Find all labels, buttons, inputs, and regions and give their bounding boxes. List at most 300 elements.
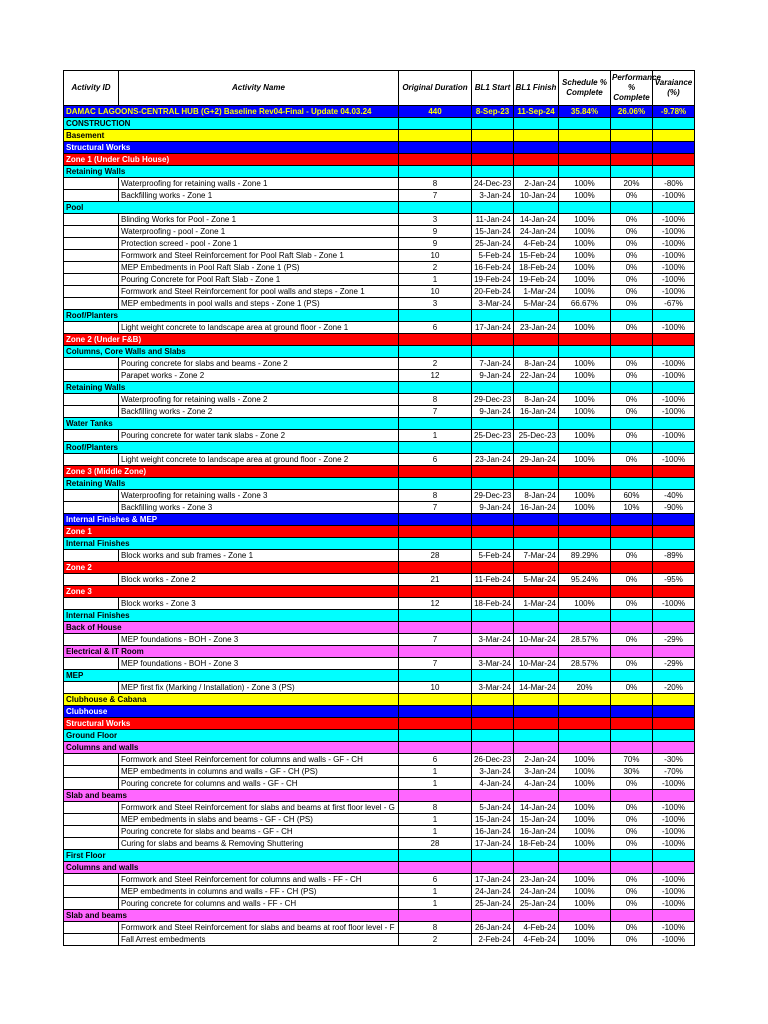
group-empty-cell[interactable]	[653, 142, 695, 154]
duration-cell[interactable]: 2	[399, 358, 472, 370]
activity-name-cell[interactable]: Block works and sub frames - Zone 1	[119, 550, 399, 562]
activity-name-cell[interactable]: MEP Embedments in Pool Raft Slab - Zone 1 (PS)	[119, 262, 399, 274]
duration-cell[interactable]: 8	[399, 922, 472, 934]
variance-cell[interactable]: -20%	[653, 682, 695, 694]
duration-cell[interactable]: 9	[399, 238, 472, 250]
group-empty-cell[interactable]	[653, 742, 695, 754]
start-cell[interactable]: 3-Mar-24	[472, 634, 514, 646]
variance-cell[interactable]: -100%	[653, 838, 695, 850]
duration-cell[interactable]: 7	[399, 406, 472, 418]
variance-cell[interactable]: -100%	[653, 214, 695, 226]
duration-cell[interactable]: 8	[399, 490, 472, 502]
group-empty-cell[interactable]	[653, 610, 695, 622]
start-cell[interactable]: 26-Dec-23	[472, 754, 514, 766]
variance-cell[interactable]: -100%	[653, 430, 695, 442]
group-label-cell[interactable]: Retaining Walls	[64, 382, 399, 394]
group-label-cell[interactable]: Zone 2	[64, 562, 399, 574]
group-label-cell[interactable]: Water Tanks	[64, 418, 399, 430]
group-label-cell[interactable]: Columns, Core Walls and Slabs	[64, 346, 399, 358]
duration-cell[interactable]: 10	[399, 286, 472, 298]
group-header-row[interactable]	[64, 538, 695, 550]
activity-row[interactable]	[64, 250, 695, 262]
activity-id-cell[interactable]	[64, 898, 119, 910]
finish-cell[interactable]: 24-Jan-24	[514, 886, 559, 898]
performance-cell[interactable]: 0%	[611, 394, 653, 406]
activity-name-cell[interactable]: Formwork and Steel Reinforcement for columns and walls - FF - CH	[119, 874, 399, 886]
performance-cell[interactable]: 0%	[611, 598, 653, 610]
group-header-row[interactable]	[64, 334, 695, 346]
finish-cell[interactable]: 14-Jan-24	[514, 802, 559, 814]
group-label-cell[interactable]: Back of House	[64, 622, 399, 634]
group-empty-cell[interactable]	[399, 538, 472, 550]
activity-name-cell[interactable]: MEP embedments in pool walls and steps - Zone 1 (PS)	[119, 298, 399, 310]
col-header-variance-pct[interactable]: Varaiance (%)	[653, 71, 695, 106]
group-empty-cell[interactable]	[514, 346, 559, 358]
group-header-row[interactable]	[64, 670, 695, 682]
group-empty-cell[interactable]	[611, 154, 653, 166]
start-cell[interactable]: 16-Feb-24	[472, 262, 514, 274]
group-label-cell[interactable]: Internal Finishes	[64, 538, 399, 550]
group-empty-cell[interactable]	[399, 130, 472, 142]
activity-name-cell[interactable]: Block works - Zone 3	[119, 598, 399, 610]
group-empty-cell[interactable]	[653, 718, 695, 730]
activity-id-cell[interactable]	[64, 178, 119, 190]
group-empty-cell[interactable]	[472, 130, 514, 142]
schedule-cell[interactable]: 100%	[559, 262, 611, 274]
activity-id-cell[interactable]	[64, 190, 119, 202]
activity-row[interactable]	[64, 502, 695, 514]
finish-cell[interactable]: 2-Jan-24	[514, 178, 559, 190]
schedule-cell[interactable]: 100%	[559, 178, 611, 190]
activity-id-cell[interactable]	[64, 490, 119, 502]
variance-cell[interactable]: -100%	[653, 874, 695, 886]
group-empty-cell[interactable]	[611, 742, 653, 754]
group-empty-cell[interactable]	[559, 154, 611, 166]
group-empty-cell[interactable]	[399, 670, 472, 682]
group-label-cell[interactable]: Internal Finishes & MEP	[64, 514, 399, 526]
group-empty-cell[interactable]	[653, 562, 695, 574]
group-empty-cell[interactable]	[399, 202, 472, 214]
activity-row[interactable]	[64, 574, 695, 586]
activity-row[interactable]	[64, 322, 695, 334]
activity-row[interactable]	[64, 226, 695, 238]
variance-cell[interactable]: -29%	[653, 634, 695, 646]
activity-id-cell[interactable]	[64, 454, 119, 466]
activity-name-cell[interactable]: Pouring concrete for columns and walls - GF - CH	[119, 778, 399, 790]
summary-variance-cell[interactable]: -9.78%	[653, 106, 695, 118]
group-empty-cell[interactable]	[472, 466, 514, 478]
group-empty-cell[interactable]	[611, 862, 653, 874]
activity-name-cell[interactable]: MEP foundations - BOH - Zone 3	[119, 634, 399, 646]
group-empty-cell[interactable]	[559, 346, 611, 358]
performance-cell[interactable]: 0%	[611, 190, 653, 202]
group-empty-cell[interactable]	[472, 538, 514, 550]
activity-row[interactable]	[64, 826, 695, 838]
group-empty-cell[interactable]	[611, 790, 653, 802]
start-cell[interactable]: 17-Jan-24	[472, 874, 514, 886]
activity-name-cell[interactable]: Waterproofing - pool - Zone 1	[119, 226, 399, 238]
activity-id-cell[interactable]	[64, 682, 119, 694]
activity-name-cell[interactable]: MEP embedments in columns and walls - GF - CH (PS)	[119, 766, 399, 778]
performance-cell[interactable]: 10%	[611, 502, 653, 514]
group-label-cell[interactable]: CONSTRUCTION	[64, 118, 399, 130]
group-empty-cell[interactable]	[472, 586, 514, 598]
duration-cell[interactable]: 1	[399, 886, 472, 898]
activity-name-cell[interactable]: Formwork and Steel Reinforcement for slabs and beams at first floor level - G	[119, 802, 399, 814]
start-cell[interactable]: 17-Jan-24	[472, 322, 514, 334]
duration-cell[interactable]: 10	[399, 250, 472, 262]
group-label-cell[interactable]: Pool	[64, 202, 399, 214]
activity-name-cell[interactable]: MEP embedments in columns and walls - FF - CH (PS)	[119, 886, 399, 898]
group-empty-cell[interactable]	[559, 166, 611, 178]
group-label-cell[interactable]: Structural Works	[64, 142, 399, 154]
activity-name-cell[interactable]: Formwork and Steel Reinforcement for pool walls and steps - Zone 1	[119, 286, 399, 298]
activity-row[interactable]	[64, 838, 695, 850]
group-empty-cell[interactable]	[472, 202, 514, 214]
performance-cell[interactable]: 70%	[611, 754, 653, 766]
group-empty-cell[interactable]	[514, 442, 559, 454]
group-empty-cell[interactable]	[472, 730, 514, 742]
finish-cell[interactable]: 7-Mar-24	[514, 550, 559, 562]
activity-id-cell[interactable]	[64, 394, 119, 406]
schedule-cell[interactable]: 66.67%	[559, 298, 611, 310]
variance-cell[interactable]: -100%	[653, 394, 695, 406]
activity-row[interactable]	[64, 178, 695, 190]
group-empty-cell[interactable]	[472, 142, 514, 154]
start-cell[interactable]: 17-Jan-24	[472, 838, 514, 850]
duration-cell[interactable]: 2	[399, 934, 472, 946]
group-label-cell[interactable]: Zone 3	[64, 586, 399, 598]
group-empty-cell[interactable]	[472, 334, 514, 346]
schedule-cell[interactable]: 95.24%	[559, 574, 611, 586]
group-header-row[interactable]	[64, 142, 695, 154]
group-empty-cell[interactable]	[514, 310, 559, 322]
group-label-cell[interactable]: Columns and walls	[64, 742, 399, 754]
group-header-row[interactable]	[64, 382, 695, 394]
group-empty-cell[interactable]	[559, 466, 611, 478]
group-empty-cell[interactable]	[399, 718, 472, 730]
variance-cell[interactable]: -100%	[653, 262, 695, 274]
performance-cell[interactable]: 0%	[611, 634, 653, 646]
activity-id-cell[interactable]	[64, 214, 119, 226]
group-empty-cell[interactable]	[472, 478, 514, 490]
summary-schedule-cell[interactable]: 35.84%	[559, 106, 611, 118]
group-empty-cell[interactable]	[559, 538, 611, 550]
group-empty-cell[interactable]	[399, 382, 472, 394]
group-empty-cell[interactable]	[653, 538, 695, 550]
schedule-cell[interactable]: 100%	[559, 430, 611, 442]
variance-cell[interactable]: -29%	[653, 658, 695, 670]
activity-name-cell[interactable]: Pouring Concrete for Pool Raft Slab - Zone 1	[119, 274, 399, 286]
start-cell[interactable]: 24-Jan-24	[472, 886, 514, 898]
activity-row[interactable]	[64, 358, 695, 370]
group-header-row[interactable]	[64, 154, 695, 166]
group-empty-cell[interactable]	[399, 622, 472, 634]
group-header-row[interactable]	[64, 130, 695, 142]
activity-id-cell[interactable]	[64, 358, 119, 370]
activity-name-cell[interactable]: Pouring concrete for slabs and beams - GF - CH	[119, 826, 399, 838]
duration-cell[interactable]: 6	[399, 454, 472, 466]
performance-cell[interactable]: 0%	[611, 814, 653, 826]
group-empty-cell[interactable]	[559, 862, 611, 874]
duration-cell[interactable]: 12	[399, 598, 472, 610]
variance-cell[interactable]: -100%	[653, 238, 695, 250]
group-empty-cell[interactable]	[399, 334, 472, 346]
group-empty-cell[interactable]	[559, 742, 611, 754]
activity-id-cell[interactable]	[64, 826, 119, 838]
activity-name-cell[interactable]: MEP first fix (Marking / Installation) - Zone 3 (PS)	[119, 682, 399, 694]
group-label-cell[interactable]: Retaining Walls	[64, 166, 399, 178]
activity-id-cell[interactable]	[64, 754, 119, 766]
group-empty-cell[interactable]	[653, 514, 695, 526]
group-empty-cell[interactable]	[514, 418, 559, 430]
variance-cell[interactable]: -100%	[653, 778, 695, 790]
start-cell[interactable]: 26-Jan-24	[472, 922, 514, 934]
group-empty-cell[interactable]	[559, 526, 611, 538]
group-empty-cell[interactable]	[559, 130, 611, 142]
activity-name-cell[interactable]: Block works - Zone 2	[119, 574, 399, 586]
variance-cell[interactable]: -95%	[653, 574, 695, 586]
group-empty-cell[interactable]	[653, 418, 695, 430]
group-empty-cell[interactable]	[399, 142, 472, 154]
group-label-cell[interactable]: Zone 1 (Under Club House)	[64, 154, 399, 166]
duration-cell[interactable]: 28	[399, 838, 472, 850]
variance-cell[interactable]: -89%	[653, 550, 695, 562]
group-empty-cell[interactable]	[653, 346, 695, 358]
group-empty-cell[interactable]	[611, 118, 653, 130]
finish-cell[interactable]: 1-Mar-24	[514, 598, 559, 610]
group-empty-cell[interactable]	[611, 478, 653, 490]
finish-cell[interactable]: 22-Jan-24	[514, 370, 559, 382]
start-cell[interactable]: 18-Feb-24	[472, 598, 514, 610]
group-empty-cell[interactable]	[653, 730, 695, 742]
duration-cell[interactable]: 3	[399, 298, 472, 310]
group-empty-cell[interactable]	[514, 862, 559, 874]
finish-cell[interactable]: 24-Jan-24	[514, 226, 559, 238]
activity-id-cell[interactable]	[64, 274, 119, 286]
group-empty-cell[interactable]	[611, 622, 653, 634]
group-empty-cell[interactable]	[514, 466, 559, 478]
activity-name-cell[interactable]: Parapet works - Zone 2	[119, 370, 399, 382]
activity-name-cell[interactable]: Light weight concrete to landscape area at ground floor - Zone 1	[119, 322, 399, 334]
group-empty-cell[interactable]	[514, 706, 559, 718]
finish-cell[interactable]: 2-Jan-24	[514, 754, 559, 766]
group-empty-cell[interactable]	[611, 706, 653, 718]
schedule-cell[interactable]: 100%	[559, 250, 611, 262]
schedule-cell[interactable]: 100%	[559, 838, 611, 850]
group-header-row[interactable]	[64, 346, 695, 358]
start-cell[interactable]: 3-Mar-24	[472, 298, 514, 310]
summary-performance-cell[interactable]: 26.06%	[611, 106, 653, 118]
group-header-row[interactable]	[64, 622, 695, 634]
group-empty-cell[interactable]	[653, 442, 695, 454]
group-empty-cell[interactable]	[653, 466, 695, 478]
finish-cell[interactable]: 15-Jan-24	[514, 814, 559, 826]
performance-cell[interactable]: 0%	[611, 286, 653, 298]
group-empty-cell[interactable]	[514, 130, 559, 142]
finish-cell[interactable]: 4-Jan-24	[514, 778, 559, 790]
group-empty-cell[interactable]	[653, 790, 695, 802]
group-header-row[interactable]	[64, 478, 695, 490]
group-empty-cell[interactable]	[611, 538, 653, 550]
activity-row[interactable]	[64, 934, 695, 946]
group-header-row[interactable]	[64, 850, 695, 862]
group-empty-cell[interactable]	[559, 562, 611, 574]
activity-row[interactable]	[64, 550, 695, 562]
group-header-row[interactable]	[64, 610, 695, 622]
duration-cell[interactable]: 1	[399, 766, 472, 778]
group-header-row[interactable]	[64, 166, 695, 178]
schedule-cell[interactable]: 100%	[559, 754, 611, 766]
activity-id-cell[interactable]	[64, 286, 119, 298]
col-header-activity-id[interactable]: Activity ID	[64, 71, 119, 106]
activity-name-cell[interactable]: Pouring concrete for water tank slabs - Zone 2	[119, 430, 399, 442]
group-header-row[interactable]	[64, 706, 695, 718]
finish-cell[interactable]: 8-Jan-24	[514, 490, 559, 502]
group-header-row[interactable]	[64, 742, 695, 754]
activity-name-cell[interactable]: Backfilling works - Zone 1	[119, 190, 399, 202]
group-empty-cell[interactable]	[514, 202, 559, 214]
start-cell[interactable]: 11-Jan-24	[472, 214, 514, 226]
group-empty-cell[interactable]	[559, 706, 611, 718]
performance-cell[interactable]: 0%	[611, 358, 653, 370]
activity-row[interactable]	[64, 922, 695, 934]
group-empty-cell[interactable]	[653, 130, 695, 142]
duration-cell[interactable]: 2	[399, 262, 472, 274]
group-empty-cell[interactable]	[611, 346, 653, 358]
group-empty-cell[interactable]	[559, 382, 611, 394]
group-empty-cell[interactable]	[611, 514, 653, 526]
finish-cell[interactable]: 14-Jan-24	[514, 214, 559, 226]
activity-name-cell[interactable]: Blinding Works for Pool - Zone 1	[119, 214, 399, 226]
performance-cell[interactable]: 0%	[611, 238, 653, 250]
group-empty-cell[interactable]	[399, 706, 472, 718]
activity-name-cell[interactable]: Formwork and Steel Reinforcement for Pool Raft Slab - Zone 1	[119, 250, 399, 262]
group-empty-cell[interactable]	[611, 466, 653, 478]
schedule-cell[interactable]: 100%	[559, 286, 611, 298]
activity-row[interactable]	[64, 298, 695, 310]
group-empty-cell[interactable]	[472, 718, 514, 730]
group-empty-cell[interactable]	[472, 610, 514, 622]
group-empty-cell[interactable]	[653, 154, 695, 166]
group-empty-cell[interactable]	[653, 334, 695, 346]
schedule-cell[interactable]: 100%	[559, 190, 611, 202]
group-empty-cell[interactable]	[472, 622, 514, 634]
group-empty-cell[interactable]	[611, 166, 653, 178]
schedule-cell[interactable]: 100%	[559, 238, 611, 250]
activity-id-cell[interactable]	[64, 322, 119, 334]
activity-id-cell[interactable]	[64, 922, 119, 934]
group-empty-cell[interactable]	[559, 718, 611, 730]
group-empty-cell[interactable]	[559, 790, 611, 802]
schedule-cell[interactable]: 100%	[559, 454, 611, 466]
duration-cell[interactable]: 7	[399, 634, 472, 646]
group-empty-cell[interactable]	[514, 610, 559, 622]
finish-cell[interactable]: 18-Feb-24	[514, 262, 559, 274]
activity-row[interactable]	[64, 430, 695, 442]
col-header-activity-name[interactable]: Activity Name	[119, 71, 399, 106]
activity-name-cell[interactable]: Backfilling works - Zone 3	[119, 502, 399, 514]
col-header-bl1-finish[interactable]: BL1 Finish	[514, 71, 559, 106]
finish-cell[interactable]: 16-Jan-24	[514, 406, 559, 418]
performance-cell[interactable]: 0%	[611, 214, 653, 226]
finish-cell[interactable]: 1-Mar-24	[514, 286, 559, 298]
variance-cell[interactable]: -100%	[653, 370, 695, 382]
group-empty-cell[interactable]	[399, 166, 472, 178]
start-cell[interactable]: 4-Jan-24	[472, 778, 514, 790]
schedule-cell[interactable]: 100%	[559, 502, 611, 514]
group-header-row[interactable]	[64, 694, 695, 706]
performance-cell[interactable]: 0%	[611, 658, 653, 670]
group-empty-cell[interactable]	[514, 622, 559, 634]
group-empty-cell[interactable]	[399, 850, 472, 862]
activity-id-cell[interactable]	[64, 814, 119, 826]
schedule-cell[interactable]: 100%	[559, 934, 611, 946]
group-header-row[interactable]	[64, 790, 695, 802]
group-empty-cell[interactable]	[514, 562, 559, 574]
finish-cell[interactable]: 25-Jan-24	[514, 898, 559, 910]
group-empty-cell[interactable]	[514, 646, 559, 658]
start-cell[interactable]: 15-Jan-24	[472, 226, 514, 238]
performance-cell[interactable]: 0%	[611, 874, 653, 886]
schedule-cell[interactable]: 100%	[559, 922, 611, 934]
group-empty-cell[interactable]	[611, 310, 653, 322]
group-empty-cell[interactable]	[399, 646, 472, 658]
activity-row[interactable]	[64, 634, 695, 646]
schedule-cell[interactable]: 100%	[559, 814, 611, 826]
finish-cell[interactable]: 8-Jan-24	[514, 394, 559, 406]
schedule-cell[interactable]: 89.29%	[559, 550, 611, 562]
col-header-performance-pct[interactable]: Performance % Complete	[611, 71, 653, 106]
activity-row[interactable]	[64, 370, 695, 382]
group-empty-cell[interactable]	[514, 382, 559, 394]
activity-row[interactable]	[64, 766, 695, 778]
group-empty-cell[interactable]	[514, 586, 559, 598]
group-empty-cell[interactable]	[611, 442, 653, 454]
group-label-cell[interactable]: Zone 2 (Under F&B)	[64, 334, 399, 346]
group-empty-cell[interactable]	[472, 382, 514, 394]
start-cell[interactable]: 24-Dec-23	[472, 178, 514, 190]
start-cell[interactable]: 15-Jan-24	[472, 814, 514, 826]
schedule-cell[interactable]: 100%	[559, 826, 611, 838]
performance-cell[interactable]: 0%	[611, 406, 653, 418]
duration-cell[interactable]: 1	[399, 778, 472, 790]
activity-id-cell[interactable]	[64, 934, 119, 946]
schedule-cell[interactable]: 100%	[559, 766, 611, 778]
group-empty-cell[interactable]	[559, 730, 611, 742]
activity-row[interactable]	[64, 406, 695, 418]
activity-row[interactable]	[64, 490, 695, 502]
activity-name-cell[interactable]: Curing for slabs and beams & Removing Shuttering	[119, 838, 399, 850]
variance-cell[interactable]: -100%	[653, 274, 695, 286]
variance-cell[interactable]: -100%	[653, 922, 695, 934]
group-header-row[interactable]	[64, 730, 695, 742]
group-empty-cell[interactable]	[399, 442, 472, 454]
group-empty-cell[interactable]	[653, 862, 695, 874]
group-empty-cell[interactable]	[611, 382, 653, 394]
activity-id-cell[interactable]	[64, 778, 119, 790]
group-empty-cell[interactable]	[399, 310, 472, 322]
activity-id-cell[interactable]	[64, 766, 119, 778]
activity-row[interactable]	[64, 394, 695, 406]
group-header-row[interactable]	[64, 118, 695, 130]
variance-cell[interactable]: -100%	[653, 934, 695, 946]
variance-cell[interactable]: -100%	[653, 226, 695, 238]
group-empty-cell[interactable]	[514, 514, 559, 526]
group-empty-cell[interactable]	[611, 526, 653, 538]
finish-cell[interactable]: 16-Jan-24	[514, 502, 559, 514]
project-title-cell[interactable]: DAMAC LAGOONS-CENTRAL HUB (G+2) Baseline Rev04-Final - Update 04.03.24	[64, 106, 399, 118]
